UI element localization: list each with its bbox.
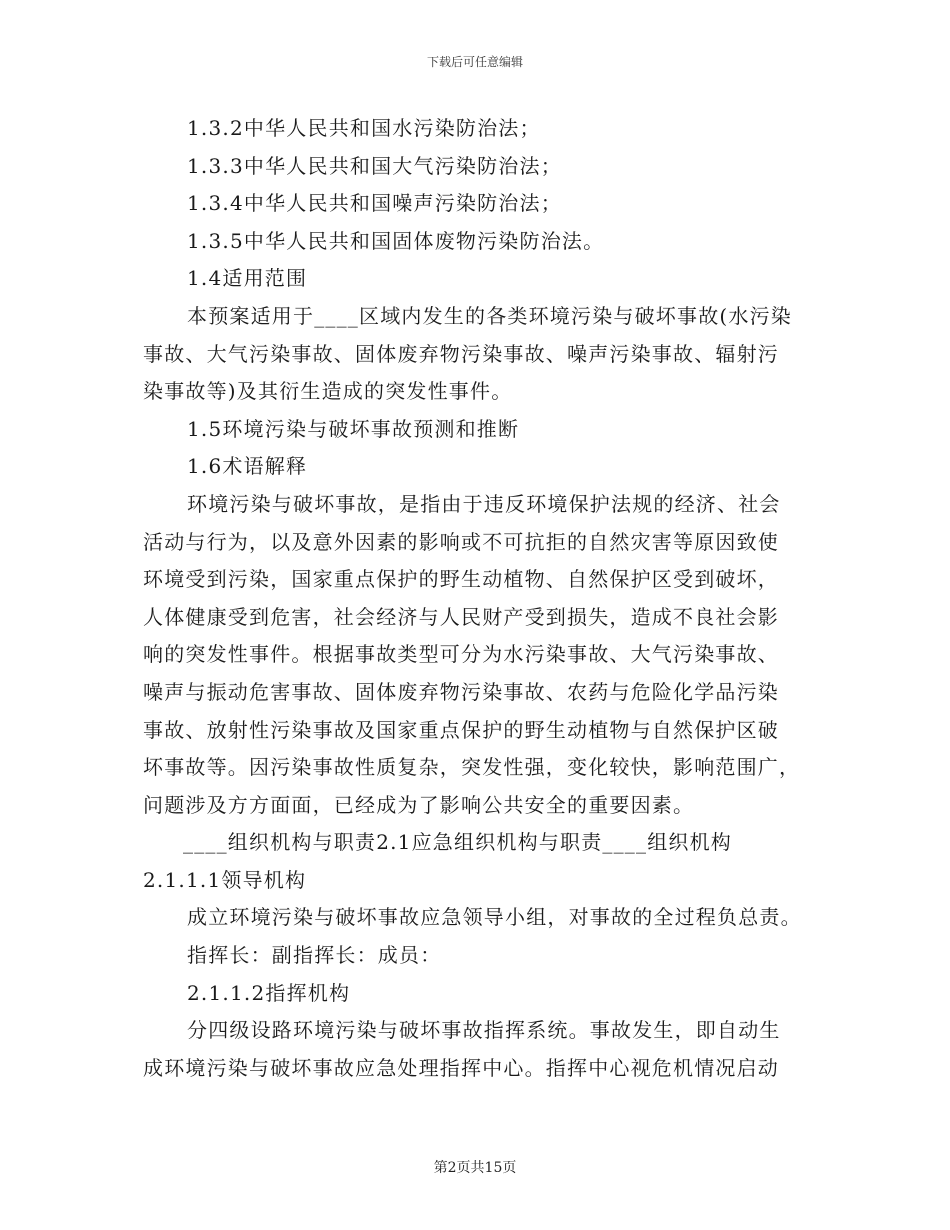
text-line: 响的突发性事件。根据事故类型可分为水污染事故、大气污染事故、 xyxy=(143,642,779,667)
text-line: 人体健康受到危害，社会经济与人民财产受到损失，造成不良社会影 xyxy=(143,604,779,629)
text-line: 指挥长：副指挥长：成员： xyxy=(187,943,442,968)
text-line: 1.6术语解释 xyxy=(187,454,308,479)
page-footer: 第2页共15页 xyxy=(433,1160,517,1176)
text-line: 染事故等)及其衍生造成的突发性事件。 xyxy=(143,379,513,404)
text-line: 问题涉及方方面面，已经成为了影响公共安全的重要因素。 xyxy=(143,792,695,817)
text-line: 本预案适用于____区域内发生的各类环境污染与破坏事故(水污染 xyxy=(187,303,793,328)
text-line: 成立环境污染与破坏事故应急领导小组，对事故的全过程负总责。 xyxy=(187,905,802,930)
text-line: 噪声与振动危害事故、固体废弃物污染事故、农药与危险化学品污染 xyxy=(143,679,779,704)
document-body xyxy=(143,110,813,1087)
text-line: 环境污染与破坏事故，是指由于违反环境保护法规的经济、社会 xyxy=(187,491,781,516)
text-line: 事故、大气污染事故、固体废弃物污染事故、噪声污染事故、辐射污 xyxy=(143,341,779,366)
text-line: 2.1.1.2指挥机构 xyxy=(187,980,351,1005)
text-line: 分四级设路环境污染与破坏事故指挥系统。事故发生，即自动生 xyxy=(187,1018,781,1043)
text-line: 坏事故等。因污染事故性质复杂，突发性强，变化较快，影响范围广， xyxy=(143,755,801,780)
text-line: 1.3.4中华人民共和国噪声污染防治法； xyxy=(187,191,562,216)
text-line: 2.1.1.1领导机构 xyxy=(143,867,307,892)
text-line: 环境受到污染，国家重点保护的野生动植物、自然保护区受到破坏， xyxy=(143,567,779,592)
text-line: 1.3.2中华人民共和国水污染防治法； xyxy=(187,116,541,140)
text-line: 1.5环境污染与破坏事故预测和推断 xyxy=(187,416,520,441)
text-line: ____组织机构与职责2.1应急组织机构与职责____组织机构 xyxy=(183,830,733,855)
text-line: 活动与行为，以及意外因素的影响或不可抗拒的自然灾害等原因致使 xyxy=(143,529,779,554)
text-line: 1.3.3中华人民共和国大气污染防治法； xyxy=(187,153,562,178)
text-line: 1.3.5中华人民共和国固体废物污染防治法。 xyxy=(187,228,605,253)
text-line: 1.4适用范围 xyxy=(187,266,308,291)
page-header: 下载后可任意编辑 xyxy=(426,55,523,69)
text-line: 事故、放射性污染事故及国家重点保护的野生动植物与自然保护区破 xyxy=(143,717,779,742)
text-line: 成环境污染与破坏事故应急处理指挥中心。指挥中心视危机情况启动 xyxy=(143,1055,779,1080)
